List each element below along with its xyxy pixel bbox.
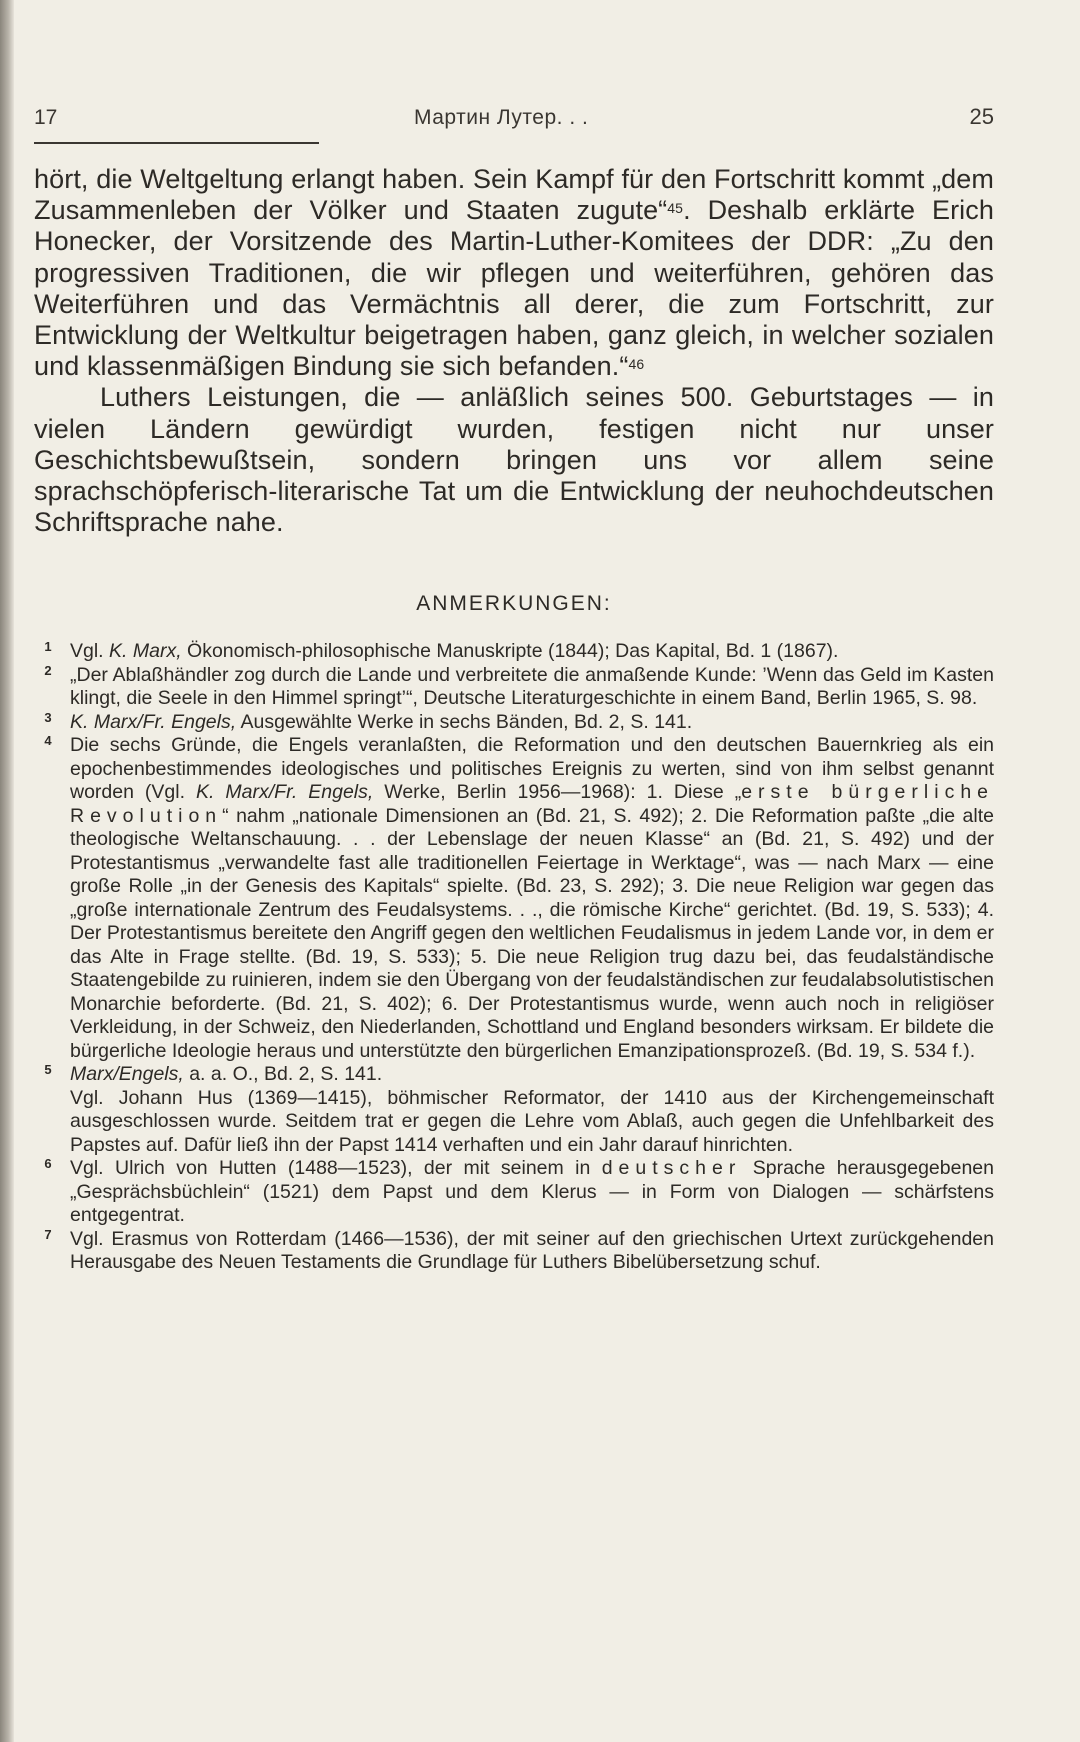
- footnote-ref-46: 46: [628, 356, 645, 373]
- notes-heading: ANMERKUNGEN:: [416, 592, 612, 616]
- page-number-right: 25: [969, 104, 994, 129]
- running-title: Мартин Лутер. . .: [414, 106, 589, 129]
- note-1: 1 Vgl. K. Marx, Ökonomisch-philosophische Manuskripte (1844); Das Kapital, Bd. 1 (1867).: [44, 639, 839, 663]
- note-3: 3 K. Marx/Fr. Engels, Ausgewählte Werke in sechs Bänden, Bd. 2, S. 141.: [44, 709, 693, 733]
- note-5: 5 Marx/Engels, a. a. O., Bd. 2, S. 141.: [44, 1062, 383, 1086]
- page-number-left: 17: [34, 106, 58, 129]
- book-page: [34, 96, 994, 1275]
- notes-list: [34, 640, 994, 1275]
- note-4: 4 Die sechs Gründe, die Engels veranlaßten, die Reformation und den deutschen Bauernkrieg als ein epochenbestimmendes ideologisches und politisches Ereignis zu werten, sind von ihm selbst genannt worden (Vgl. K. Marx/Fr. Engels, Werke, Berlin 1956—1968): 1. Diese „erste bürgerliche Revolution“ nahm „nationale Dimensionen an (Bd. 21, S. 492); 2. Die Reformation paßte „die alte theologische Weltanschauung. . . der Lebenslage der neuen Klasse“ an (Bd. 21, S. 492) und der Protestantismus „verwandelte fast alle traditionellen Feiertage in Werktage“, was — nach Marx — eine große Rolle „in der Genesis des Kapitals“ spielte. (Bd. 23, S. 292); 3. Die neue Religion war gegen das „große internationale Zentrum des Feudalsystems. . ., die römische Kirche“ gerichtet. (Bd. 19, S. 533); 4. Der Protestantismus bereitete den Angriff gegen den weltlichen Feudalismus in jedem Lande vor, in dem er das Alte in Frage stellte. (Bd. 19, S. 533); 5. Die neue Religion trug dazu bei, das feudalständische Staatengebilde zu ruinieren, indem sie den Übergang von der feudalständischen zur feudalabsolutistischen Monarchie beforderte. (Bd. 21, S. 402); 6. Der Protestantismus wurde, wenn auch noch in religiöser Verkleidung, in der Schweiz, den Niederlanden, Schottland und England besonders wirksam. Er bildete die bürgerliche Ideologie heraus und unterstützte den bürgerlichen Emanzipationsprozeß. (Bd. 19, S. 534 f.).: [44, 733, 995, 1062]
- note-5-continued: Vgl. Johann Hus (1369—1415), böhmischer Reformator, der 1410 aus der Kirchengemeinschaft ausgeschlossen wurde. Seitdem trat er gegen die Lehre vom Ablaß, auch gegen die Unfehlbarkeit des Papstes auf. Dafür ließ ihn der Papst 1414 verhaften und ein Jahr darauf hinrichten.: [70, 1086, 994, 1156]
- book-spine-shadow: [0, 0, 14, 1742]
- footnote-ref-45: 45: [667, 200, 684, 217]
- running-header: [34, 96, 994, 136]
- note-2: 2 „Der Ablaßhändler zog durch die Lande und verbreitete die anmaßende Kunde: ’Wenn das Geld im Kasten klingt, die Seele in den Himmel springt’“, Deutsche Literaturgeschichte in einem Band, Berlin 1965, S. 98.: [44, 662, 994, 710]
- paragraph-2: Luthers Leistungen, die — anläßlich seines 500. Geburtstages — in vielen Ländern gewürdigt wurden, festigen nicht nur unser Geschichtsbewußtsein, sondern bringen uns vor allem seine sprachschöpferisch-literarische Tat um die Entwicklung der neuhochdeutschen Schriftsprache nahe.: [34, 382, 994, 538]
- note-6: 6 Vgl. Ulrich von Hutten (1488—1523), der mit seinem in deutscher Sprache herausgegebenen „Gesprächsbüchlein“ (1521) dem Papst und dem Klerus — in Form von Dialogen — schärfstens entgegentrat.: [44, 1156, 994, 1227]
- paragraph-1: hört, die Weltgeltung erlangt haben. Sein Kampf für den Fortschritt kommt „dem Zusammenleben der Völker und Staaten zugute“$^{45}$. Deshalb erklärte Erich Honecker, der Vorsitzende des Martin-Luther-Komitees der DDR: „Zu den progressiven Traditionen, die wir pflegen und weiterführen, gehören das Weiterführen und das Vermächtnis all derer, die zum Fortschritt, zur Entwicklung der Weltkultur beigetragen haben, ganz gleich, in welcher sozialen und klassenmäßigen Bindung sie sich befanden.“$^{46}$: [34, 164, 994, 382]
- main-text: [34, 164, 994, 538]
- note-7: 7 Vgl. Erasmus von Rotterdam (1466—1536), der mit seiner auf den griechischen Urtext zurückgehenden Herausgabe des Neuen Testaments die Grundlage für Luthers Bibelübersetzung schuf.: [44, 1226, 994, 1274]
- header-rule: [34, 142, 319, 144]
